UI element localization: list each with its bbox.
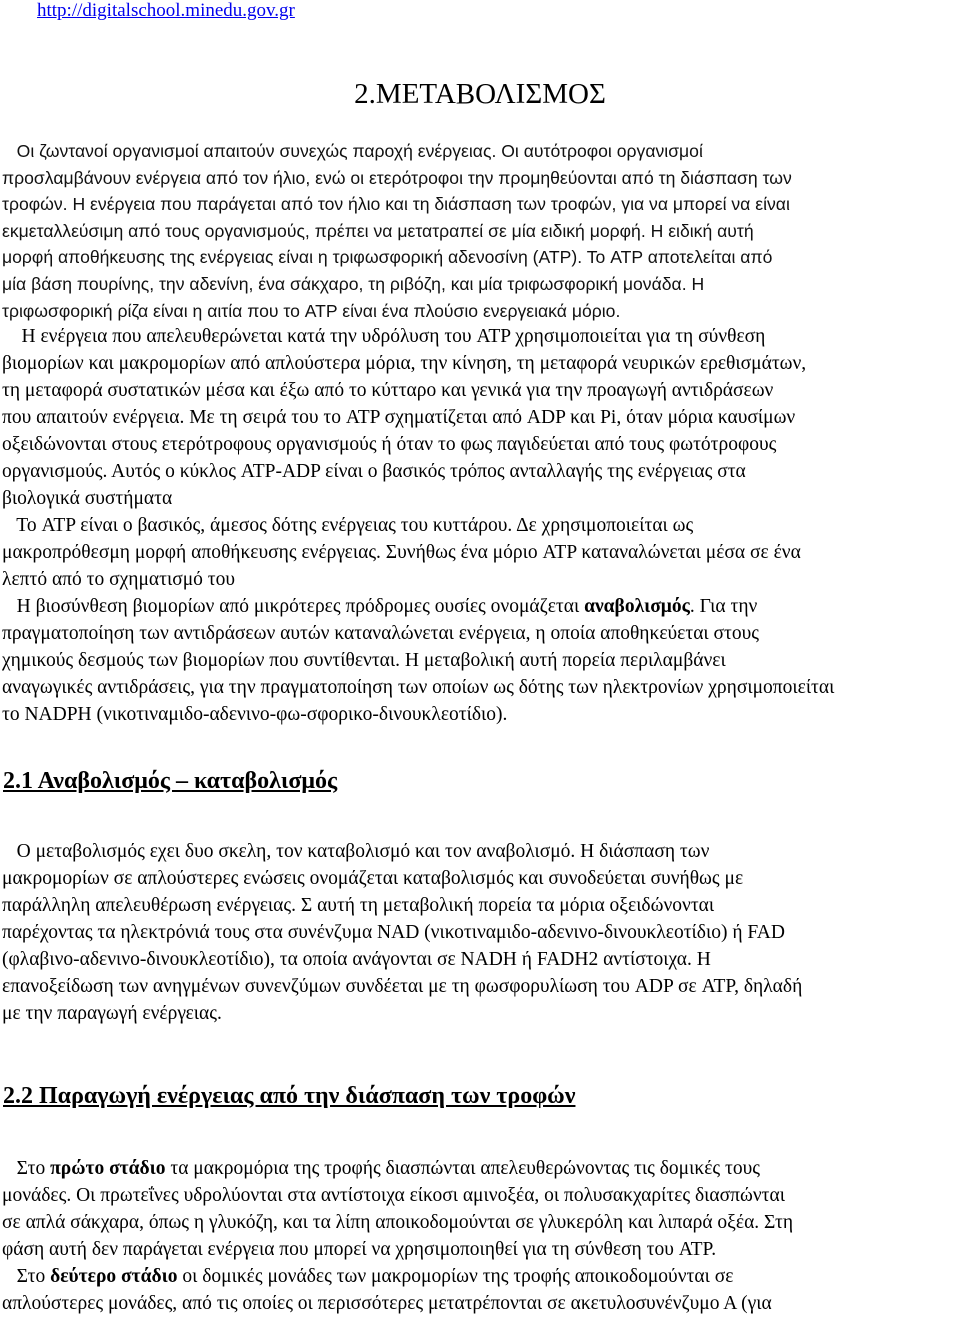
text-line: Οι ζωντανοί οργανισμοί απαιτούν συνεχώς παροχή ενέργειας. Οι αυτότροφοι οργανισμοί	[2, 141, 703, 161]
text-fragment: οι δομικές μονάδες των μακρομορίων της τροφής αποικοδομούνται σε	[177, 1266, 734, 1287]
first-stage-line	[2, 1155, 956, 1182]
second-stage-line	[2, 1263, 956, 1290]
text-fragment: Στο	[2, 1158, 51, 1179]
section-2-2-paragraph	[2, 1155, 956, 1317]
text-line: παρέχοντας τα ηλεκτρόνιά τους στα συνένζυμα NAD (νικοτιναμιδο-αδενινο-δινουκλεοτίδιο) ή FAD	[2, 922, 785, 943]
text-line: λεπτό από το σχηματισμό του	[2, 569, 236, 590]
text-line: με την παραγωγή ενέργειας.	[2, 1003, 222, 1024]
text-line: οξειδώνονται στους ετερότροφους οργανισμούς ή όταν το φως παγιδεύεται από τους φωτότροφους	[2, 434, 777, 455]
text-fragment: τα μακρομόρια της τροφής διασπώνται απελευθερώνοντας τις δομικές τους	[165, 1158, 760, 1179]
first-stage-term: πρώτο στάδιο	[50, 1158, 166, 1179]
text-line: τροφών. Η ενέργεια που παράγεται από τον ήλιο και τη διάσπαση των τροφών, για να μπορεί να είναι	[2, 194, 790, 215]
text-line: βιολογικά συστήματα	[2, 488, 173, 509]
text-line: αναγωγικές αντιδράσεις, για την πραγματοποίηση των οποίων ως δότης των ηλεκτρονίων χρησιμοποιείται	[2, 677, 835, 698]
text-line: απλούστερες μονάδες, από τις οποίες οι περισσότερες μετατρέπονται σε ακετυλοσυνένζυμο Α (για	[2, 1293, 772, 1314]
text-line: μονάδες. Οι πρωτεΐνες υδρολύονται στα αντίστοιχα είκοσι αμινοξέα, οι πολυσακχαρίτες διασπώνται	[2, 1185, 785, 1206]
text-line: (φλαβινο-αδενινο-δινουκλεοτίδιο), τα οποία ανάγονται σε NADH ή FADH2 αντίστοιχα. Η	[2, 949, 711, 970]
text-line: μία βάση πουρίνης, την αδενίνη, ένα σάκχαρο, τη ριβόζη, και μία τριφωσφορική μονάδα. Η	[2, 273, 705, 294]
source-link[interactable]: http://digitalschool.minedu.gov.gr	[37, 0, 295, 21]
text-line: μορφή αποθήκευσης της ενέργειας είναι η τριφωσφορική αδενοσίνη (ATP). Το ATP αποτελείται από	[2, 247, 773, 268]
text-fragment: . Για την	[689, 596, 758, 617]
anabolism-line	[2, 593, 956, 620]
text-line: βιομορίων και μακρομορίων από απλούστερα μόρια, την κίνηση, τη μεταφορά νευρικών ερεθισμάτων,	[2, 353, 807, 374]
section-2-1-paragraph	[2, 838, 956, 1027]
page-title	[0, 77, 960, 111]
text-fragment: Στο	[2, 1266, 51, 1287]
second-stage-term: δεύτερο στάδιο	[50, 1266, 178, 1287]
atp-paragraph	[2, 323, 956, 728]
text-line: τη μεταφορά συστατικών μέσα και έξω από το κύτταρο και γενικά για την προαγωγή αντιδράσεων	[2, 380, 774, 401]
text-line: οργανισμούς. Αυτός ο κύκλος ATP-ADP είναι ο βασικός τρόπος ανταλλαγής της ενέργειας στα	[2, 461, 746, 482]
text-fragment: Η βιοσύνθεση βιομορίων από μικρότερες πρόδρομες ουσίες ονομάζεται	[2, 596, 585, 617]
text-line: μακροπρόθεσμη μορφή αποθήκευσης ενέργειας. Συνήθως ένα μόριο ATP καταναλώνεται μέσα σε ένα	[2, 542, 801, 563]
text-line: εκμεταλλεύσιμη από τους οργανισμούς, πρέπει να μετατραπεί σε μία ειδική μορφή. Η ειδική αυτή	[2, 220, 754, 241]
page-title-text: 2.ΜΕΤΑΒΟΛΙΣΜΟΣ	[354, 78, 606, 110]
text-line: επανοξείδωση των ανηγμένων συνενζύμων συνδέεται με τη φωσφορυλίωση του ADP σε ATP, δηλαδή	[2, 976, 803, 997]
text-line: πραγματοποίηση των αντιδράσεων αυτών καταναλώνεται ενέργεια, η οποία αποθηκεύεται στους	[2, 623, 760, 644]
text-line: φάση αυτή δεν παράγεται ενέργεια που μπορεί να χρησιμοποιηθεί για τη σύνθεση του ATP.	[2, 1239, 717, 1260]
text-line: Ο μεταβολισμός εχει δυο σκελη, τον καταβολισμό και τον αναβολισμό. Η διάσπαση των	[2, 841, 710, 862]
text-line: Το ATP είναι ο βασικός, άμεσος δότης ενέργειας του κυττάρου. Δε χρησιμοποιείται ως	[2, 515, 694, 536]
text-line: Η ενέργεια που απελευθερώνεται κατά την υδρόλυση του ATP χρησιμοποιείται για τη σύνθεση	[2, 326, 766, 347]
intro-paragraph	[2, 138, 956, 324]
text-line: τριφωσφορική ρίζα είναι η αιτία που το ATP είναι ένα πλούσιο ενεργειακά μόριο.	[2, 300, 621, 321]
section-heading-2-1: 2.1 Αναβολισμός – καταβολισμός	[3, 768, 338, 794]
text-line: που απαιτούν ενέργεια. Με τη σειρά του το ATP σχηματίζεται από ADP και Pi, όταν μόρια καυσίμων	[2, 407, 796, 428]
text-line: προσλαμβάνουν ενέργεια από τον ήλιο, ενώ οι ετερότροφοι την προμηθεύονται από τη διάσπαση των	[2, 167, 792, 188]
text-line: χημικούς δεσμούς των βιομορίων που συντίθενται. Η μεταβολική αυτή πορεία περιλαμβάνει	[2, 650, 726, 671]
text-line: σε απλά σάκχαρα, όπως η γλυκόζη, και τα λίπη αποικοδομούνται σε γλυκερόλη και λιπαρά οξέα. Στη	[2, 1212, 794, 1233]
text-line: παράλληλη απελευθέρωση ενέργειας. Σ αυτή τη μεταβολική πορεία τα μόρια οξειδώνονται	[2, 895, 715, 916]
anabolism-term: αναβολισμός	[584, 596, 690, 617]
text-line: το NADPH (νικοτιναμιδο-αδενινο-φω-σφορικο-δινουκλεοτίδιο).	[2, 704, 508, 725]
section-heading-2-2: 2.2 Παραγωγή ενέργειας από την διάσπαση των τροφών	[3, 1083, 576, 1109]
text-line: μακρομορίων σε απλούστερες ενώσεις ονομάζεται καταβολισμός και συνοδεύεται συνήθως με	[2, 868, 744, 889]
